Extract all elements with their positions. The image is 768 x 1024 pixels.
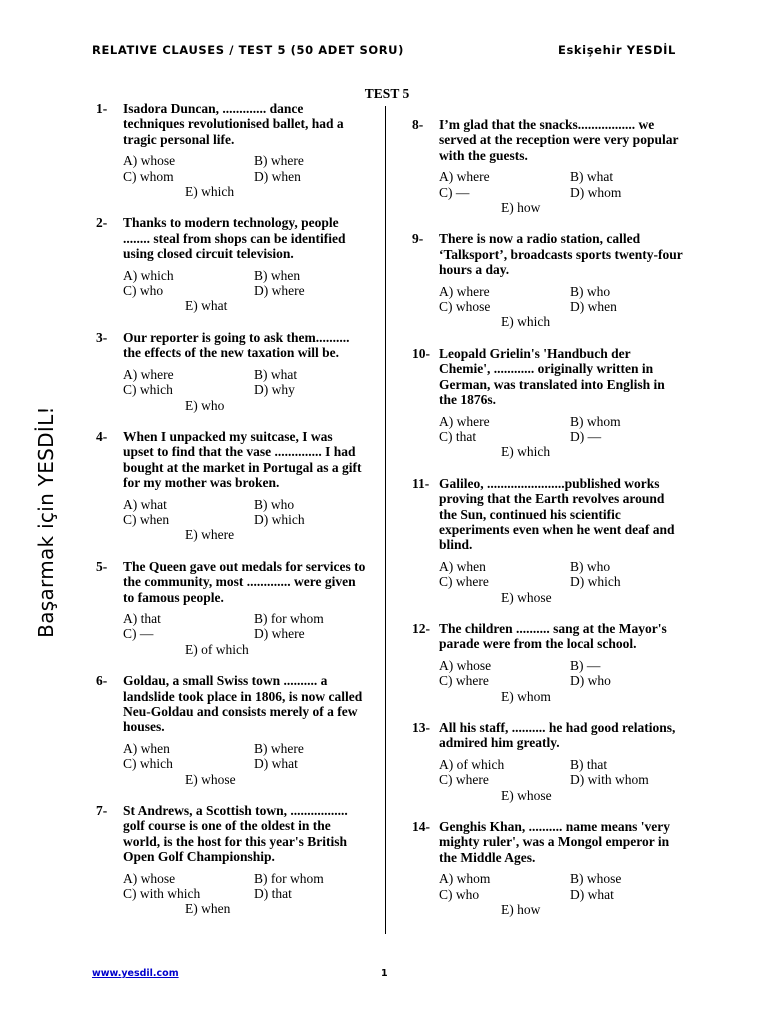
option-d[interactable]: D) with whom <box>570 772 649 788</box>
question-number: 13- <box>412 720 430 735</box>
answer-options <box>439 559 684 605</box>
option-c[interactable]: C) whom <box>123 168 174 184</box>
option-a[interactable]: A) what <box>123 496 167 512</box>
option-c[interactable]: C) where <box>439 673 489 689</box>
option-b[interactable]: B) where <box>254 153 304 169</box>
question-text: All his staff, .......... he had good relations, admired him greatly. <box>439 720 676 751</box>
option-d[interactable]: D) what <box>254 756 298 772</box>
option-c[interactable]: C) which <box>123 382 173 398</box>
option-b[interactable]: B) what <box>570 169 614 185</box>
option-e[interactable]: E) whose <box>501 589 552 605</box>
option-a[interactable]: A) whose <box>123 153 176 169</box>
question-text: Our reporter is going to ask them.......... the effects of the new taxation will be. <box>123 329 350 361</box>
option-c[interactable]: C) who <box>123 283 164 299</box>
option-e[interactable]: E) what <box>185 298 228 314</box>
option-a[interactable]: A) where <box>439 413 490 429</box>
option-d[interactable]: D) whom <box>570 184 622 200</box>
question-1 <box>96 101 366 199</box>
option-c[interactable]: C) that <box>439 428 477 444</box>
option-b[interactable]: B) who <box>570 283 611 299</box>
question-2 <box>96 215 366 313</box>
question-5 <box>96 559 366 657</box>
option-d[interactable]: D) which <box>570 574 621 590</box>
answer-options <box>439 169 684 215</box>
option-a[interactable]: A) that <box>123 610 161 626</box>
question-3 <box>96 330 366 413</box>
option-a[interactable]: A) where <box>439 169 490 185</box>
option-c[interactable]: C) where <box>439 772 489 788</box>
option-b[interactable]: B) — <box>570 657 601 673</box>
option-a[interactable]: A) when <box>123 740 170 756</box>
question-text: Genghis Khan, .......... name means 'very mighty ruler', was a Mongol emperor in the Middle Ages. <box>439 819 671 865</box>
question-13 <box>412 720 684 803</box>
option-a[interactable]: A) which <box>123 267 174 283</box>
answer-options <box>439 414 684 460</box>
question-4 <box>96 429 366 543</box>
option-a[interactable]: A) of which <box>439 756 505 772</box>
question-7 <box>96 803 366 917</box>
option-d[interactable]: D) who <box>570 673 611 689</box>
test-title: TEST 5 <box>364 86 410 101</box>
question-number: 10- <box>412 345 430 361</box>
question-number: 12- <box>412 620 430 636</box>
left-column <box>96 101 366 917</box>
question-text: Thanks to modern technology, people ........ steal from shops can be identified using closed circuit television. <box>123 215 346 262</box>
option-b[interactable]: B) when <box>254 267 301 283</box>
option-d[interactable]: D) what <box>570 886 614 902</box>
option-c[interactable]: C) whose <box>439 299 491 315</box>
header-title: RELATIVE CLAUSES / TEST 5 (50 ADET SORU) <box>92 43 404 57</box>
option-b[interactable]: B) for whom <box>254 610 324 626</box>
question-number: 9- <box>412 231 424 247</box>
question-number: 1- <box>96 101 108 116</box>
option-e[interactable]: E) which <box>185 184 235 200</box>
question-text: Galileo, .......................published works proving that the Earth revolves around the Sun, continued his scientific experiments even when he went deaf and blind. <box>439 475 675 553</box>
answer-options <box>123 741 366 787</box>
answer-options <box>123 268 366 314</box>
question-10 <box>412 346 684 460</box>
option-e[interactable]: E) how <box>501 200 541 216</box>
answer-options <box>123 367 366 413</box>
question-8 <box>412 117 684 215</box>
option-e[interactable]: E) who <box>185 397 225 413</box>
side-slogan-text: Başarmak için YESDİL! <box>34 406 58 638</box>
question-number: 5- <box>96 558 108 574</box>
question-text: There is now a radio station, called ‘Talksport’, broadcasts sports twenty-four hours a day. <box>439 231 683 278</box>
question-text: St Andrews, a Scottish town, ................. golf course is one of the oldest in the world, is the host for this year's British Open Golf Championship. <box>123 803 348 865</box>
question-text: The Queen gave out medals for services to the community, most ............. were given to famous people. <box>123 558 366 605</box>
header-publisher: Eskişehir YESDİL <box>558 43 676 57</box>
option-d[interactable]: D) that <box>254 886 292 902</box>
question-number: 11- <box>412 475 430 491</box>
question-number: 2- <box>96 215 108 231</box>
question-6 <box>96 673 366 787</box>
option-a[interactable]: A) where <box>123 366 174 382</box>
option-c[interactable]: C) — <box>439 184 470 200</box>
option-a[interactable]: A) whom <box>439 871 491 887</box>
question-number: 4- <box>96 428 108 444</box>
question-text: Leopald Grielin's 'Handbuch der Chemie', ............ originally written in German, was translated into English in the 1876s. <box>439 345 665 408</box>
option-e[interactable]: E) whose <box>185 771 236 787</box>
option-d[interactable]: D) where <box>254 283 305 299</box>
question-number: 8- <box>412 117 424 132</box>
option-e[interactable]: E) whom <box>501 688 551 704</box>
option-b[interactable]: B) for whom <box>254 870 324 886</box>
option-c[interactable]: C) when <box>123 511 170 527</box>
question-9 <box>412 231 684 329</box>
question-text: Goldau, a small Swiss town .......... a landslide took place in 1806, is now called Neu-Goldau and consists merely of a few houses. <box>123 673 363 735</box>
option-c[interactable]: C) which <box>123 756 173 772</box>
option-d[interactable]: D) when <box>254 168 301 184</box>
option-b[interactable]: B) who <box>570 558 611 574</box>
option-e[interactable]: E) when <box>185 901 231 917</box>
option-c[interactable]: C) — <box>123 626 154 642</box>
option-b[interactable]: B) where <box>254 740 304 756</box>
option-b[interactable]: B) that <box>570 756 608 772</box>
option-b[interactable]: B) what <box>254 366 298 382</box>
option-a[interactable]: A) where <box>439 283 490 299</box>
option-c[interactable]: C) with which <box>123 886 201 902</box>
option-e[interactable]: E) which <box>501 314 551 330</box>
option-d[interactable]: D) where <box>254 626 305 642</box>
option-a[interactable]: A) when <box>439 558 486 574</box>
option-a[interactable]: A) whose <box>439 657 492 673</box>
option-e[interactable]: E) whose <box>501 787 552 803</box>
option-d[interactable]: D) when <box>570 299 617 315</box>
answer-options <box>439 871 684 917</box>
answer-options <box>123 153 366 199</box>
right-column <box>412 117 684 917</box>
footer-website-link[interactable]: www.yesdil.com <box>92 968 179 979</box>
answer-options <box>439 658 684 704</box>
question-12 <box>412 621 684 704</box>
option-c[interactable]: C) where <box>439 574 489 590</box>
option-a[interactable]: A) whose <box>123 870 176 886</box>
option-b[interactable]: B) whom <box>570 413 621 429</box>
question-number: 6- <box>96 673 108 689</box>
option-e[interactable]: E) of which <box>185 641 249 657</box>
option-c[interactable]: C) who <box>439 886 480 902</box>
question-number: 7- <box>96 803 108 819</box>
question-number: 3- <box>96 329 108 345</box>
question-11 <box>412 476 684 605</box>
answer-options <box>439 284 684 330</box>
answer-options <box>123 871 366 917</box>
option-e[interactable]: E) where <box>185 527 235 543</box>
option-b[interactable]: B) who <box>254 496 295 512</box>
answer-options <box>123 497 366 543</box>
option-e[interactable]: E) how <box>501 902 541 918</box>
question-number: 14- <box>412 819 430 835</box>
option-e[interactable]: E) which <box>501 444 551 460</box>
answer-options <box>123 611 366 657</box>
option-b[interactable]: B) whose <box>570 871 622 887</box>
option-d[interactable]: D) why <box>254 382 295 398</box>
column-divider <box>385 106 386 934</box>
option-d[interactable]: D) — <box>570 428 602 444</box>
question-text: When I unpacked my suitcase, I was upset to find that the vase .............. I had bought at the market in Portugal as a gift for my mother was broken. <box>123 428 362 491</box>
option-d[interactable]: D) which <box>254 511 305 527</box>
page-number: 1 <box>381 968 388 979</box>
question-text: The children .......... sang at the Mayor's parade were from the local school. <box>439 620 667 652</box>
answer-options <box>439 757 684 803</box>
question-text: Isadora Duncan, ............. dance techniques revolutionised ballet, had a tragic personal life. <box>123 101 344 147</box>
question-text: I’m glad that the snacks................. we served at the reception were very popular with the guests. <box>439 117 679 163</box>
question-14 <box>412 819 684 917</box>
